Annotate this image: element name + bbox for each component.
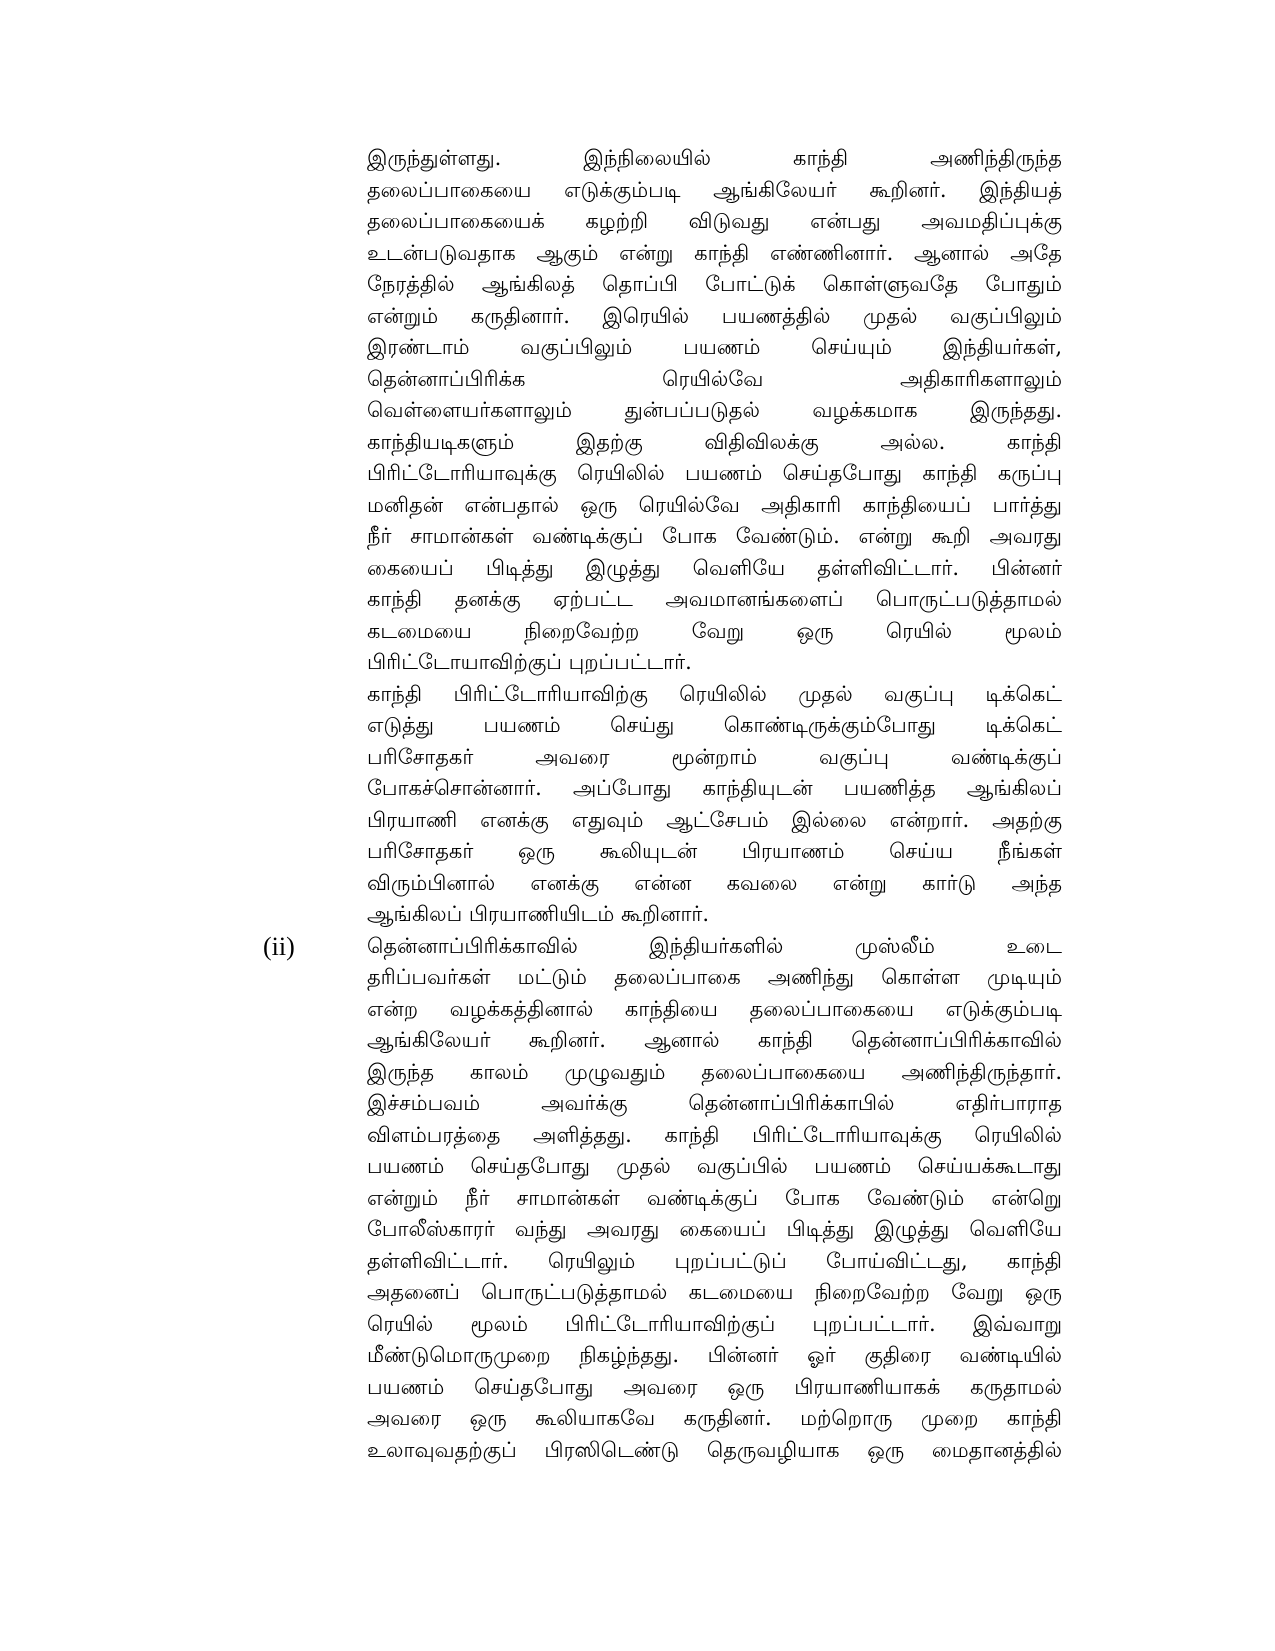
text-line: தலைப்பாகையைக் கழற்றி விடுவது என்பது அவமதிப்புக்கு [367,209,1062,233]
text-line: மீண்டுமொருமுறை நிகழ்ந்தது. பின்னர் ஓர் குதிரை வண்டியில் [367,1343,1062,1367]
text-line: ஆங்கிலப் பிரயாணியிடம் கூறினார். [367,902,710,926]
text-line: பிரயாணி எனக்கு எதுவும் ஆட்சேபம் இல்லை என்றார். அதற்கு [367,807,1062,832]
text-line: பயணம் செய்தபோது அவரை ஒரு பிரயாணியாகக் கருதாமல் [367,1374,1062,1399]
text-line: ரெயில் மூலம் பிரிட்டோரியாவிற்குப் புறப்பட்டார். இவ்வாறு [367,1311,1062,1336]
text-line: தென்னாப்பிரிக்காவில் இந்தியர்களில் முஸ்லீம் உடை [367,933,1062,958]
list-label-ii: (ii) [263,931,295,961]
text-line: உலாவுவதற்குப் பிரஸிடெண்டு தெருவழியாக ஒரு மைதானத்தில் [367,1437,1062,1462]
text-line: இச்சம்பவம் அவர்க்கு தென்னாப்பிரிக்காபில் எதிர்பாராத [367,1091,1062,1115]
text-line: உடன்படுவதாக ஆகும் என்று காந்தி எண்ணினார். ஆனால் அதே [367,240,1062,265]
text-line: இருந்துள்ளது. இந்நிலையில் காந்தி அணிந்திருந்த [367,146,1062,170]
text-line: நீர் சாமான்கள் வண்டிக்குப் போக வேண்டும். என்று கூறி அவரது [367,524,1062,548]
text-column [367,143,1062,1466]
text-line: தரிப்பவர்கள் மட்டும் தலைப்பாகை அணிந்து கொள்ள முடியும் [367,965,1062,989]
text-line: பரிசோதகர் அவரை மூன்றாம் வகுப்பு வண்டிக்குப் [367,744,1062,769]
text-line: ஆங்கிலேயர் கூறினர். ஆனால் காந்தி தென்னாப்பிரிக்காவில் [367,1028,1062,1052]
paragraph-2 [367,679,1062,931]
text-line: அதனைப் பொருட்படுத்தாமல் கடமையை நிறைவேற்ற வேறு ஒரு [367,1280,1062,1304]
text-line: பிரிட்டோயாவிற்குப் புறப்பட்டார். [367,650,692,674]
paragraph-1 [367,143,1062,679]
text-line: தென்னாப்பிரிக்க ரெயில்வே அதிகாரிகளாலும் [367,366,1062,391]
text-line: பிரிட்டோரியாவுக்கு ரெயிலில் பயணம் செய்தபோது காந்தி கருப்பு [367,461,1062,485]
text-line: அவரை ஒரு கூலியாகவே கருதினர். மற்றொரு முறை காந்தி [367,1406,1062,1430]
text-line: இரண்டாம் வகுப்பிலும் பயணம் செய்யும் இந்தியர்கள், [367,335,1062,359]
text-line: காந்தி பிரிட்டோரியாவிற்கு ரெயிலில் முதல் வகுப்பு டிக்கெட் [367,681,1062,706]
text-line: தலைப்பாகையை எடுக்கும்படி ஆங்கிலேயர் கூறினர். இந்தியத் [367,177,1062,202]
text-line: இருந்த காலம் முழுவதும் தலைப்பாகையை அணிந்திருந்தார். [367,1059,1062,1084]
text-line: மனிதன் என்பதால் ஒரு ரெயில்வே அதிகாரி காந்தியைப் பார்த்து [367,492,1062,517]
text-line: காந்தி தனக்கு ஏற்பட்ட அவமானங்களைப் பொருட்படுத்தாமல் [367,587,1062,611]
text-line: எடுத்து பயணம் செய்து கொண்டிருக்கும்போது டிக்கெட் [367,713,1062,737]
text-line: வெள்ளையர்களாலும் துன்பப்படுதல் வழக்கமாக இருந்தது. [367,398,1062,422]
text-line: நேரத்தில் ஆங்கிலத் தொப்பி போட்டுக் கொள்ளுவதே போதும் [367,272,1062,296]
text-line: பயணம் செய்தபோது முதல் வகுப்பில் பயணம் செய்யக்கூடாது [367,1154,1062,1178]
text-line: போலீஸ்காரர் வந்து அவரது கையைப் பிடித்து இழுத்து வெளியே [367,1217,1062,1241]
text-line: போகச்சொன்னார். அப்போது காந்தியுடன் பயணித்த ஆங்கிலப் [367,776,1062,800]
text-line: கையைப் பிடித்து இழுத்து வெளியே தள்ளிவிட்டார். பின்னர் [367,555,1062,580]
text-line: பரிசோதகர் ஒரு கூலியுடன் பிரயாணம் செய்ய நீங்கள் [367,839,1062,863]
text-line: விரும்பினால் எனக்கு என்ன கவலை என்று கார்டு அந்த [367,870,1062,895]
paragraph-3 [367,931,1062,1467]
text-line: தள்ளிவிட்டார். ரெயிலும் புறப்பட்டுப் போய்விட்டது, காந்தி [367,1248,1062,1273]
text-line: என்றும் நீர் சாமான்கள் வண்டிக்குப் போக வேண்டும் என்றுெ [367,1185,1062,1210]
text-line: விளம்பரத்தை அளித்தது. காந்தி பிரிட்டோரியாவுக்கு ரெயிலில் [367,1122,1062,1147]
text-line: கடமையை நிறைவேற்ற வேறு ஒரு ரெயில் மூலம் [367,618,1062,643]
text-line: என்ற வழக்கத்தினால் காந்தியை தலைப்பாகையை எடுக்கும்படி [367,996,1062,1021]
text-line: என்றும் கருதினார். இரெயில் பயணத்தில் முதல் வகுப்பிலும் [367,303,1062,328]
text-line: காந்தியடிகளும் இதற்கு விதிவிலக்கு அல்ல. காந்தி [367,429,1062,454]
